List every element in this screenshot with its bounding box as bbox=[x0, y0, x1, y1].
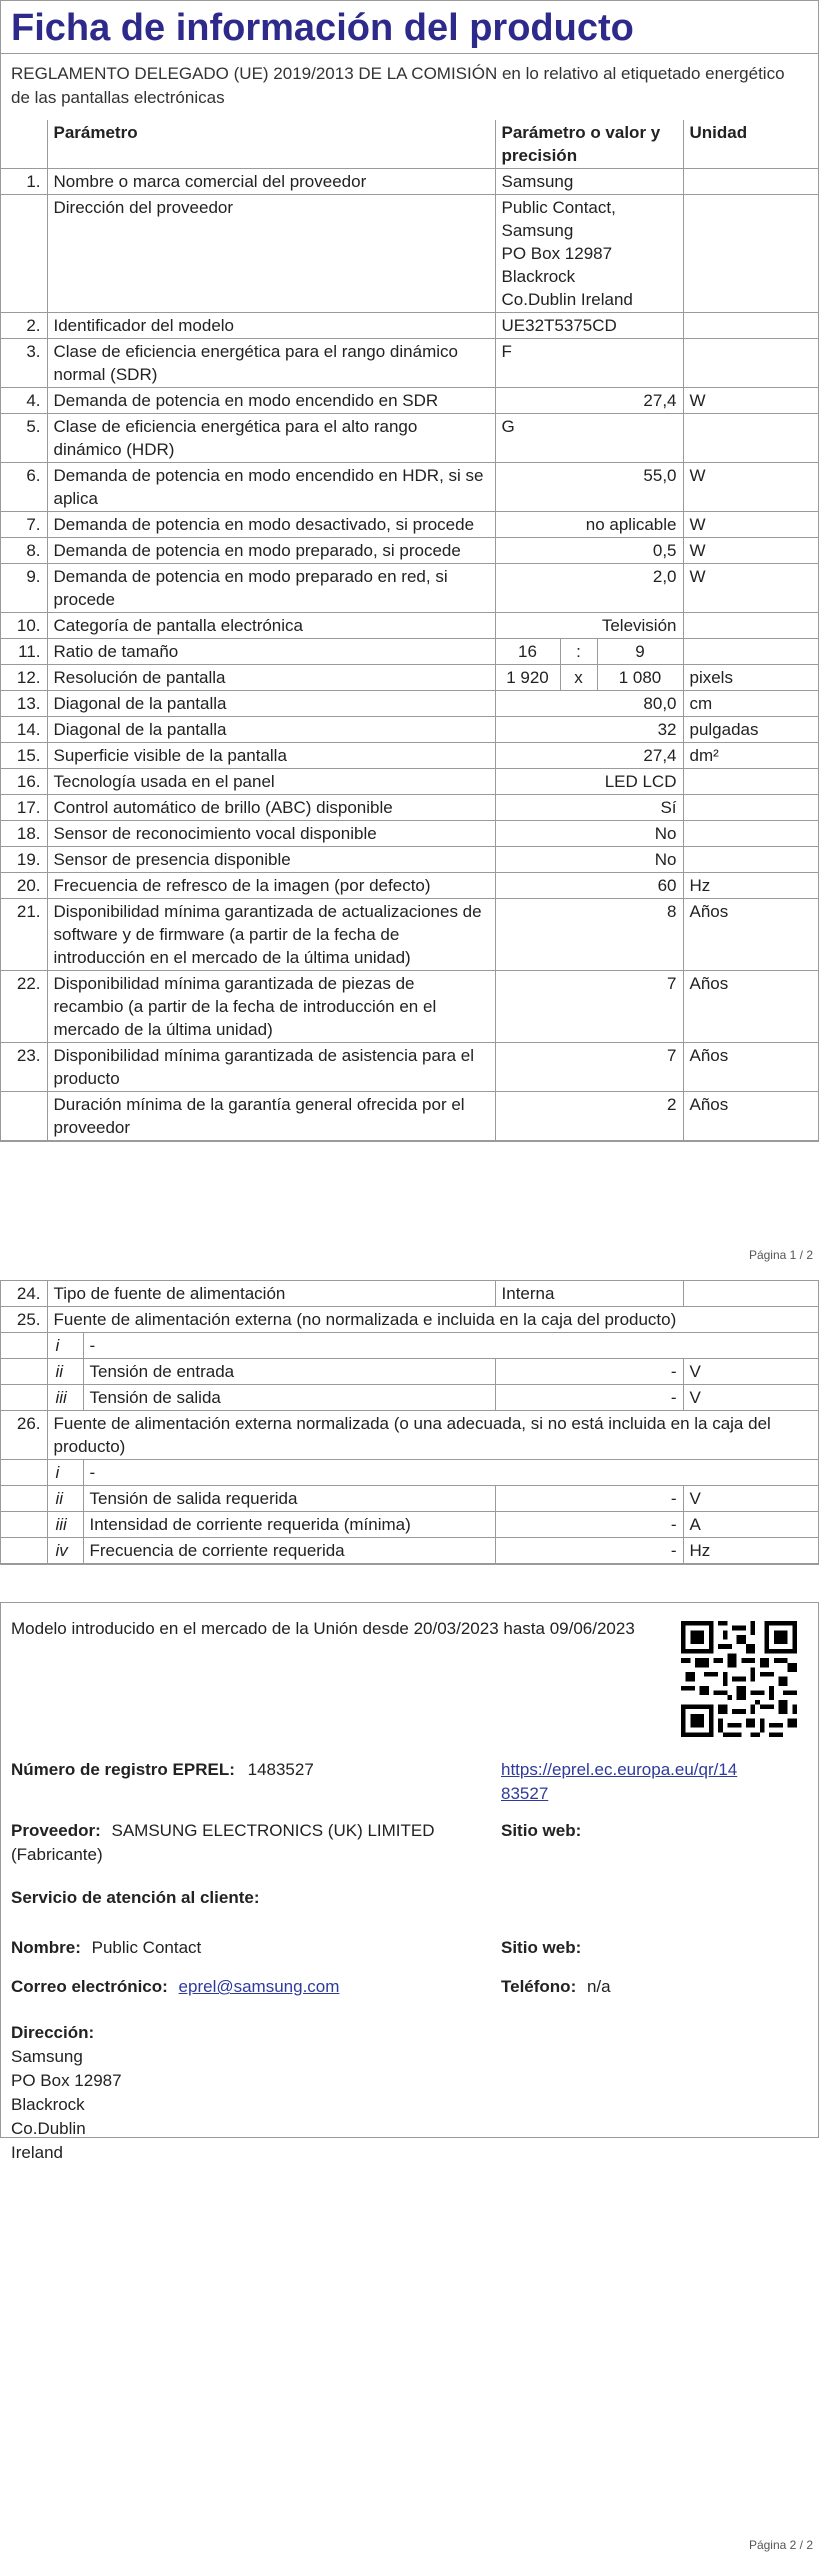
parameter-value: Televisión bbox=[495, 613, 683, 639]
parameter-name: Demanda de potencia en modo desactivado, si procede bbox=[47, 512, 495, 538]
parameter-name: Sensor de presencia disponible bbox=[47, 847, 495, 873]
row-number: 9. bbox=[1, 564, 47, 613]
parameter-name: Diagonal de la pantalla bbox=[47, 717, 495, 743]
table-row bbox=[1, 414, 819, 463]
row-number: 18. bbox=[1, 821, 47, 847]
empty-cell bbox=[1, 1486, 47, 1512]
power-supply-section bbox=[0, 1280, 819, 1565]
table-row bbox=[1, 512, 819, 538]
row-number: 25. bbox=[1, 1307, 47, 1333]
table-header-row bbox=[1, 120, 819, 169]
website-label: Sitio web: bbox=[501, 1821, 582, 1840]
table-row bbox=[1, 847, 819, 873]
sub-label: Frecuencia de corriente requerida bbox=[83, 1538, 495, 1564]
sub-label: Tensión de salida bbox=[83, 1385, 495, 1411]
value-part: : bbox=[560, 639, 597, 665]
unit bbox=[683, 169, 819, 195]
sub-index: ii bbox=[47, 1486, 83, 1512]
eprel-link[interactable] bbox=[501, 1758, 801, 1806]
parameter-name: Disponibilidad mínima garantizada de piezas de recambio (a partir de la fecha de introducción en el mercado de la última unidad) bbox=[47, 971, 495, 1043]
unit bbox=[683, 1281, 819, 1307]
row-number: 11. bbox=[1, 639, 47, 665]
contact-name: Public Contact bbox=[91, 1938, 202, 1957]
empty-cell bbox=[1, 1359, 47, 1385]
value-part: 1 080 bbox=[597, 665, 683, 691]
unit bbox=[683, 769, 819, 795]
parameter-name: Disponibilidad mínima garantizada de asistencia para el producto bbox=[47, 1043, 495, 1092]
sub-index: iii bbox=[47, 1512, 83, 1538]
address-block bbox=[11, 2021, 122, 2165]
phone-line bbox=[501, 1975, 611, 1999]
empty-cell bbox=[1, 1385, 47, 1411]
parameter-value: F bbox=[495, 339, 683, 388]
row-number: 21. bbox=[1, 899, 47, 971]
row-number: 4. bbox=[1, 388, 47, 414]
row-number: 2. bbox=[1, 313, 47, 339]
unit: pulgadas bbox=[683, 717, 819, 743]
sub-row bbox=[1, 1512, 819, 1538]
table-row bbox=[1, 313, 819, 339]
document-title: Ficha de información del producto bbox=[11, 7, 634, 49]
sub-label: Tensión de salida requerida bbox=[83, 1486, 495, 1512]
table-row bbox=[1, 717, 819, 743]
sub-index: iv bbox=[47, 1538, 83, 1564]
table-row bbox=[1, 665, 819, 691]
unit: Años bbox=[683, 1092, 819, 1141]
sub-index: ii bbox=[47, 1359, 83, 1385]
table-row bbox=[1, 639, 819, 665]
parameter-name: Disponibilidad mínima garantizada de actualizaciones de software y de firmware (a partir de la fecha de introducción en el mercado de la última unidad) bbox=[47, 899, 495, 971]
header-num bbox=[1, 120, 47, 169]
sub-row bbox=[1, 1486, 819, 1512]
parameter-name: Frecuencia de refresco de la imagen (por defecto) bbox=[47, 873, 495, 899]
row-number: 1. bbox=[1, 169, 47, 195]
parameter-table bbox=[1, 120, 819, 1141]
table-row bbox=[1, 388, 819, 414]
parameter-value: No bbox=[495, 847, 683, 873]
unit bbox=[683, 795, 819, 821]
parameter-value: 60 bbox=[495, 873, 683, 899]
sub-row bbox=[1, 1460, 819, 1486]
unit bbox=[683, 639, 819, 665]
table-row bbox=[1, 873, 819, 899]
parameter-name: Demanda de potencia en modo preparado en red, si procede bbox=[47, 564, 495, 613]
phone-value: n/a bbox=[586, 1977, 611, 1996]
table-row bbox=[1, 1281, 819, 1307]
parameter-name: Fuente de alimentación externa normalizada (o una adecuada, si no está incluida en la caja del producto) bbox=[47, 1411, 819, 1460]
table-row bbox=[1, 743, 819, 769]
unit: V bbox=[683, 1359, 819, 1385]
address-line: Co.Dublin bbox=[11, 2119, 86, 2138]
sub-label: - bbox=[83, 1460, 819, 1486]
empty-cell bbox=[1, 1512, 47, 1538]
parameter-value: 7 bbox=[495, 1043, 683, 1092]
table-row bbox=[1, 1307, 819, 1333]
value-line: Co.Dublin Ireland bbox=[501, 290, 633, 309]
parameter-value bbox=[495, 195, 683, 313]
parameter-name: Categoría de pantalla electrónica bbox=[47, 613, 495, 639]
sub-index: iii bbox=[47, 1385, 83, 1411]
value-part: x bbox=[560, 665, 597, 691]
row-number: 7. bbox=[1, 512, 47, 538]
value-line: Public Contact, Samsung bbox=[501, 198, 616, 240]
row-number: 23. bbox=[1, 1043, 47, 1092]
unit: V bbox=[683, 1486, 819, 1512]
unit: Años bbox=[683, 1043, 819, 1092]
parameter-name: Tipo de fuente de alimentación bbox=[47, 1281, 495, 1307]
unit: dm² bbox=[683, 743, 819, 769]
row-number: 8. bbox=[1, 538, 47, 564]
unit: Hz bbox=[683, 873, 819, 899]
address-line: PO Box 12987 bbox=[11, 2071, 122, 2090]
parameter-value: 32 bbox=[495, 717, 683, 743]
parameter-name: Resolución de pantalla bbox=[47, 665, 495, 691]
unit bbox=[683, 613, 819, 639]
supplier-name: SAMSUNG ELECTRONICS (UK) LIMITED (Fabricante) bbox=[11, 1821, 435, 1864]
unit: Años bbox=[683, 971, 819, 1043]
email-line bbox=[11, 1975, 339, 1999]
unit: W bbox=[683, 564, 819, 613]
parameter-value: no aplicable bbox=[495, 512, 683, 538]
parameter-name: Demanda de potencia en modo encendido en HDR, si se aplica bbox=[47, 463, 495, 512]
header-value: Parámetro o valor y precisión bbox=[495, 120, 683, 169]
eprel-registration bbox=[11, 1758, 314, 1782]
power-supply-table bbox=[1, 1281, 819, 1564]
header-unit: Unidad bbox=[683, 120, 819, 169]
header-parameter: Parámetro bbox=[47, 120, 495, 169]
sub-value: - bbox=[495, 1512, 683, 1538]
website-label-2: Sitio web: bbox=[501, 1938, 582, 1957]
table-row bbox=[1, 1043, 819, 1092]
parameter-name: Nombre o marca comercial del proveedor bbox=[47, 169, 495, 195]
unit: Años bbox=[683, 899, 819, 971]
unit bbox=[683, 847, 819, 873]
parameter-value: 55,0 bbox=[495, 463, 683, 512]
value-line: PO Box 12987 Blackrock bbox=[501, 244, 613, 286]
value-part: 16 bbox=[495, 639, 560, 665]
supplier-line bbox=[11, 1819, 491, 1867]
address-line: Blackrock bbox=[11, 2095, 85, 2114]
parameter-value: 80,0 bbox=[495, 691, 683, 717]
address-label: Dirección: bbox=[11, 2023, 95, 2042]
product-information-sheet bbox=[0, 0, 819, 1142]
parameter-name: Identificador del modelo bbox=[47, 313, 495, 339]
parameter-name: Ratio de tamaño bbox=[47, 639, 495, 665]
empty-cell bbox=[1, 1460, 47, 1486]
table-row bbox=[1, 691, 819, 717]
sub-value: - bbox=[495, 1385, 683, 1411]
table-row bbox=[1, 538, 819, 564]
row-number: 19. bbox=[1, 847, 47, 873]
parameter-value: Samsung bbox=[495, 169, 683, 195]
unit bbox=[683, 414, 819, 463]
sub-label: Intensidad de corriente requerida (mínima) bbox=[83, 1512, 495, 1538]
eprel-url-line-1[interactable]: https://eprel.ec.europa.eu/qr/14 bbox=[501, 1760, 738, 1779]
email-label: Correo electrónico: bbox=[11, 1977, 168, 1996]
parameter-name: Dirección del proveedor bbox=[47, 195, 495, 313]
parameter-value: 2,0 bbox=[495, 564, 683, 613]
unit bbox=[683, 313, 819, 339]
row-number: 22. bbox=[1, 971, 47, 1043]
row-number: 10. bbox=[1, 613, 47, 639]
parameter-name: Sensor de reconocimiento vocal disponible bbox=[47, 821, 495, 847]
table-row bbox=[1, 971, 819, 1043]
parameter-name: Clase de eficiencia energética para el rango dinámico normal (SDR) bbox=[47, 339, 495, 388]
parameter-value: No bbox=[495, 821, 683, 847]
eprel-url-line-2[interactable]: 83527 bbox=[501, 1784, 549, 1803]
empty-cell bbox=[1, 1333, 47, 1359]
contact-name-line bbox=[11, 1936, 201, 1960]
parameter-value: 7 bbox=[495, 971, 683, 1043]
unit: cm bbox=[683, 691, 819, 717]
row-number: 20. bbox=[1, 873, 47, 899]
market-placement-text: Modelo introducido en el mercado de la Unión desde 20/03/2023 hasta 09/06/2023 bbox=[11, 1619, 635, 1638]
unit bbox=[683, 339, 819, 388]
parameter-value: 2 bbox=[495, 1092, 683, 1141]
sub-row bbox=[1, 1359, 819, 1385]
parameter-value: Sí bbox=[495, 795, 683, 821]
parameter-name: Diagonal de la pantalla bbox=[47, 691, 495, 717]
row-number: 26. bbox=[1, 1411, 47, 1460]
row-number: 12. bbox=[1, 665, 47, 691]
unit bbox=[683, 195, 819, 313]
unit: W bbox=[683, 538, 819, 564]
sub-row bbox=[1, 1538, 819, 1564]
eprel-label: Número de registro EPREL: bbox=[11, 1760, 235, 1779]
row-number: 16. bbox=[1, 769, 47, 795]
name-label: Nombre: bbox=[11, 1938, 81, 1957]
parameter-name: Clase de eficiencia energética para el alto rango dinámico (HDR) bbox=[47, 414, 495, 463]
sub-label: - bbox=[83, 1333, 819, 1359]
row-number bbox=[1, 195, 47, 313]
row-number: 3. bbox=[1, 339, 47, 388]
unit: W bbox=[683, 388, 819, 414]
row-number: 13. bbox=[1, 691, 47, 717]
table-row bbox=[1, 463, 819, 512]
value-part: 1 920 bbox=[495, 665, 560, 691]
unit: Hz bbox=[683, 1538, 819, 1564]
table-row bbox=[1, 769, 819, 795]
parameter-name: Duración mínima de la garantía general ofrecida por el proveedor bbox=[47, 1092, 495, 1141]
parameter-name: Demanda de potencia en modo preparado, si procede bbox=[47, 538, 495, 564]
parameter-value: G bbox=[495, 414, 683, 463]
sub-value: - bbox=[495, 1359, 683, 1385]
address-line: Samsung bbox=[11, 2047, 83, 2066]
parameter-name: Fuente de alimentación externa (no normalizada e incluida en la caja del producto) bbox=[47, 1307, 819, 1333]
parameter-value: LED LCD bbox=[495, 769, 683, 795]
page-number: Página 1 / 2 bbox=[748, 1248, 813, 1262]
table-row bbox=[1, 613, 819, 639]
parameter-name: Demanda de potencia en modo encendido en SDR bbox=[47, 388, 495, 414]
parameter-value: 8 bbox=[495, 899, 683, 971]
unit: W bbox=[683, 463, 819, 512]
row-number bbox=[1, 1092, 47, 1141]
row-number: 15. bbox=[1, 743, 47, 769]
table-row bbox=[1, 795, 819, 821]
table-row bbox=[1, 339, 819, 388]
parameter-value: Interna bbox=[495, 1281, 683, 1307]
row-number: 17. bbox=[1, 795, 47, 821]
email-link[interactable]: eprel@samsung.com bbox=[178, 1977, 340, 1996]
table-row bbox=[1, 564, 819, 613]
parameter-name: Superficie visible de la pantalla bbox=[47, 743, 495, 769]
phone-label: Teléfono: bbox=[501, 1977, 577, 1996]
table-row bbox=[1, 195, 819, 313]
qr-code-icon[interactable] bbox=[681, 1621, 797, 1737]
address-line: Ireland bbox=[11, 2143, 63, 2162]
table-row bbox=[1, 1411, 819, 1460]
unit: A bbox=[683, 1512, 819, 1538]
empty-cell bbox=[1, 1538, 47, 1564]
regulation-subtitle: REGLAMENTO DELEGADO (UE) 2019/2013 DE LA COMISIÓN en lo relativo al etiquetado energético de las pantallas electrónicas bbox=[1, 53, 818, 120]
parameter-value: UE32T5375CD bbox=[495, 313, 683, 339]
parameter-name: Control automático de brillo (ABC) disponible bbox=[47, 795, 495, 821]
parameter-value: 0,5 bbox=[495, 538, 683, 564]
customer-service-label: Servicio de atención al cliente: bbox=[11, 1888, 260, 1907]
row-number: 6. bbox=[1, 463, 47, 512]
eprel-number: 1483527 bbox=[247, 1760, 314, 1779]
table-row bbox=[1, 1092, 819, 1141]
row-number: 24. bbox=[1, 1281, 47, 1307]
unit: W bbox=[683, 512, 819, 538]
unit bbox=[683, 821, 819, 847]
sub-value: - bbox=[495, 1486, 683, 1512]
sub-value: - bbox=[495, 1538, 683, 1564]
unit: V bbox=[683, 1385, 819, 1411]
value-part: 9 bbox=[597, 639, 683, 665]
supplier-info-box bbox=[0, 1602, 819, 2162]
parameter-value: 27,4 bbox=[495, 743, 683, 769]
sub-row bbox=[1, 1385, 819, 1411]
table-row bbox=[1, 899, 819, 971]
row-number: 5. bbox=[1, 414, 47, 463]
parameter-name: Tecnología usada en el panel bbox=[47, 769, 495, 795]
sub-index: i bbox=[47, 1333, 83, 1359]
sub-label: Tensión de entrada bbox=[83, 1359, 495, 1385]
supplier-label: Proveedor: bbox=[11, 1821, 101, 1840]
sub-row bbox=[1, 1333, 819, 1359]
table-row bbox=[1, 821, 819, 847]
row-number: 14. bbox=[1, 717, 47, 743]
parameter-value: 27,4 bbox=[495, 388, 683, 414]
sub-index: i bbox=[47, 1460, 83, 1486]
page-number-2: Página 2 / 2 bbox=[748, 2538, 813, 2552]
table-row bbox=[1, 169, 819, 195]
unit: pixels bbox=[683, 665, 819, 691]
